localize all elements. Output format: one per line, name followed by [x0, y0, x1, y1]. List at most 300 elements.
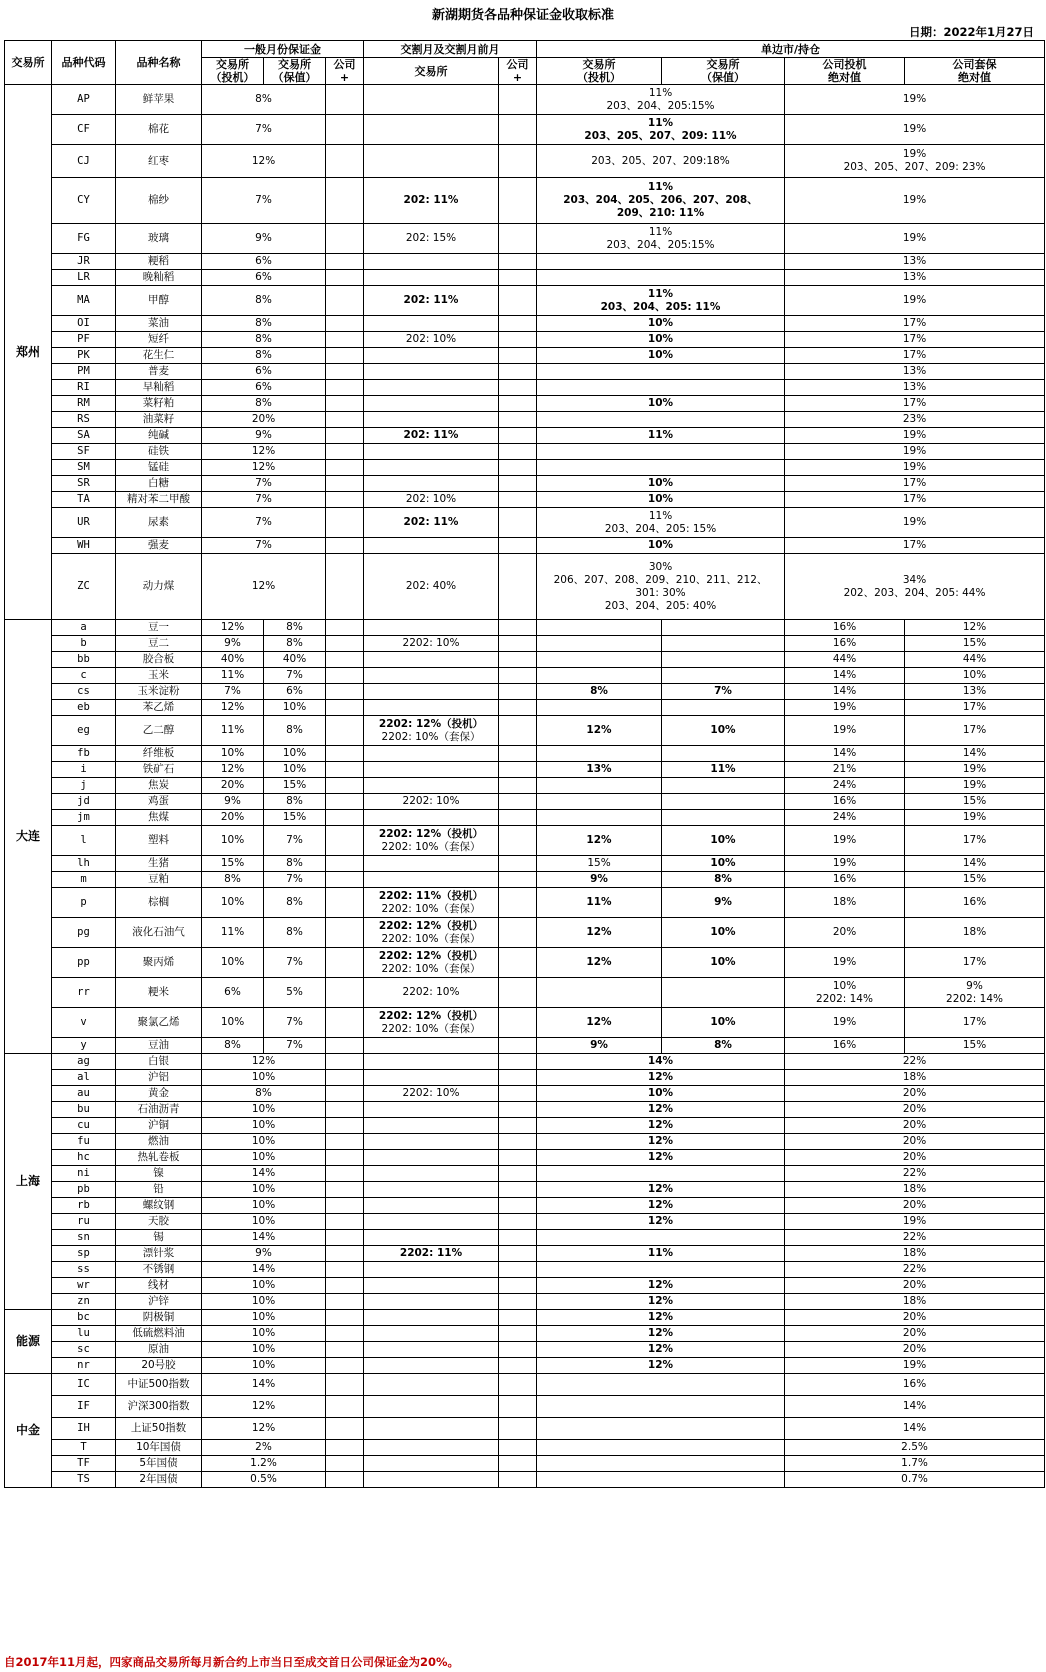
table-row	[5, 412, 1045, 428]
single-spec-cell	[537, 778, 662, 794]
delivery-company-plus-cell	[499, 85, 537, 115]
name-cell: 早籼稻	[116, 380, 202, 396]
single-spec-cell: 9%	[537, 872, 662, 888]
company-spec-cell: 16%	[785, 1038, 905, 1054]
single-hedge-cell: 10%	[662, 716, 785, 746]
single-side-cell	[537, 1396, 785, 1418]
company-plus-cell	[326, 888, 364, 918]
single-side-cell: 12%	[537, 1182, 785, 1198]
company-plus-cell	[326, 1054, 364, 1070]
name-cell: 线材	[116, 1278, 202, 1294]
single-hedge-cell	[662, 700, 785, 716]
name-cell: 鲜苹果	[116, 85, 202, 115]
company-plus-cell	[326, 1134, 364, 1150]
delivery-cell	[364, 1008, 499, 1038]
single-side-cell: 12%	[537, 1342, 785, 1358]
delivery-hedge: 2202: 10%（套保）	[381, 902, 481, 915]
company-margin-cell: 13%	[785, 270, 1045, 286]
name-cell: 铅	[116, 1182, 202, 1198]
company-margin-cell: 17%	[785, 348, 1045, 364]
sheet-date: 日期：2022年1月27日	[908, 25, 1034, 39]
single-side-cell	[537, 1262, 785, 1278]
delivery-company-plus-cell	[499, 1310, 537, 1326]
company-margin-cell: 19%	[785, 460, 1045, 476]
delivery-cell	[364, 145, 499, 178]
spec-margin-cell: 10%	[202, 948, 264, 978]
single-side-cell: 30% 206、207、208、209、210、211、212、 301: 30% 203、204、205: 40%	[537, 554, 785, 620]
company-plus-cell	[326, 396, 364, 412]
margin-table	[4, 40, 1045, 1488]
code-cell: ni	[52, 1166, 116, 1182]
single-hedge-cell: 9%	[662, 888, 785, 918]
delivery-hedge: 2202: 10%（套保）	[381, 962, 481, 975]
company-plus-cell	[326, 554, 364, 620]
spec-margin-cell: 10%	[202, 826, 264, 856]
company-plus-cell	[326, 1102, 364, 1118]
single-side-cell: 10%	[537, 332, 785, 348]
table-row	[5, 1230, 1045, 1246]
company-plus-cell	[326, 364, 364, 380]
single-spec-cell: 12%	[537, 918, 662, 948]
code-cell: LR	[52, 270, 116, 286]
company-margin-cell: 16%	[785, 1374, 1045, 1396]
hedge-margin-cell: 40%	[264, 652, 326, 668]
table-row	[5, 428, 1045, 444]
delivery-company-plus-cell	[499, 1456, 537, 1472]
delivery-company-plus-cell	[499, 1134, 537, 1150]
general-margin-cell: 10%	[202, 1310, 326, 1326]
delivery-company-plus-cell	[499, 1102, 537, 1118]
table-row	[5, 1198, 1045, 1214]
company-plus-cell	[326, 444, 364, 460]
delivery-cell	[364, 918, 499, 948]
hedge-margin-cell: 8%	[264, 918, 326, 948]
code-cell: T	[52, 1440, 116, 1456]
delivery-company-plus-cell	[499, 1038, 537, 1054]
general-margin-cell: 6%	[202, 364, 326, 380]
delivery-cell	[364, 1358, 499, 1374]
delivery-company-plus-cell	[499, 538, 537, 554]
code-cell: IC	[52, 1374, 116, 1396]
company-plus-cell	[326, 115, 364, 145]
name-cell: 低硫燃料油	[116, 1326, 202, 1342]
table-row	[5, 1008, 1045, 1038]
delivery-cell	[364, 1418, 499, 1440]
delivery-cell	[364, 1326, 499, 1342]
company-plus-cell	[326, 1418, 364, 1440]
single-spec-cell: 8%	[537, 684, 662, 700]
company-spec-cell: 14%	[785, 746, 905, 762]
company-plus-cell	[326, 428, 364, 444]
single-hedge-cell	[662, 620, 785, 636]
company-margin-cell: 20%	[785, 1326, 1045, 1342]
company-plus-cell	[326, 538, 364, 554]
company-hedge-cell: 17%	[905, 826, 1045, 856]
company-plus-cell	[326, 716, 364, 746]
company-margin-cell: 17%	[785, 476, 1045, 492]
name-cell: 苯乙烯	[116, 700, 202, 716]
code-cell: sp	[52, 1246, 116, 1262]
general-margin-cell: 10%	[202, 1102, 326, 1118]
company-margin-cell: 2.5%	[785, 1440, 1045, 1456]
delivery-cell	[364, 826, 499, 856]
name-cell: 生猪	[116, 856, 202, 872]
company-margin-cell: 19%	[785, 286, 1045, 316]
company-margin-cell: 22%	[785, 1262, 1045, 1278]
code-cell: nr	[52, 1358, 116, 1374]
delivery-company-plus-cell	[499, 1246, 537, 1262]
single-hedge-cell: 10%	[662, 948, 785, 978]
table-row	[5, 620, 1045, 636]
table-row	[5, 1374, 1045, 1396]
code-cell: RS	[52, 412, 116, 428]
table-row	[5, 948, 1045, 978]
general-margin-cell: 8%	[202, 286, 326, 316]
delivery-cell	[364, 460, 499, 476]
company-plus-cell	[326, 1472, 364, 1488]
name-cell: 20号胶	[116, 1358, 202, 1374]
company-margin-cell: 22%	[785, 1166, 1045, 1182]
company-plus-cell	[326, 1182, 364, 1198]
company-plus-cell	[326, 620, 364, 636]
single-spec-cell	[537, 700, 662, 716]
code-cell: bu	[52, 1102, 116, 1118]
single-side-cell	[537, 254, 785, 270]
table-row	[5, 1166, 1045, 1182]
table-row	[5, 1102, 1045, 1118]
company-plus-cell	[326, 826, 364, 856]
table-row	[5, 1134, 1045, 1150]
hedge-margin-cell: 8%	[264, 716, 326, 746]
name-cell: 粳稻	[116, 254, 202, 270]
company-margin-cell: 20%	[785, 1134, 1045, 1150]
name-cell: 鸡蛋	[116, 794, 202, 810]
name-cell: 纤维板	[116, 746, 202, 762]
hedge-margin-cell: 8%	[264, 636, 326, 652]
delivery-cell	[364, 1342, 499, 1358]
table-row	[5, 85, 1045, 115]
company-plus-cell	[326, 1440, 364, 1456]
company-margin-cell: 1.7%	[785, 1456, 1045, 1472]
company-margin-cell: 19%	[785, 1358, 1045, 1374]
company-margin-cell: 18%	[785, 1070, 1045, 1086]
header-ex-hedge: 交易所 （保值）	[264, 58, 326, 85]
company-plus-cell	[326, 762, 364, 778]
company-plus-cell	[326, 412, 364, 428]
delivery-company-plus-cell	[499, 492, 537, 508]
name-cell: 锰硅	[116, 460, 202, 476]
delivery-company-plus-cell	[499, 872, 537, 888]
general-margin-cell: 8%	[202, 396, 326, 412]
code-cell: OI	[52, 316, 116, 332]
single-side-cell	[537, 412, 785, 428]
delivery-company-plus-cell	[499, 224, 537, 254]
name-cell: 燃油	[116, 1134, 202, 1150]
general-margin-cell: 12%	[202, 1054, 326, 1070]
name-cell: 豆油	[116, 1038, 202, 1054]
table-row	[5, 492, 1045, 508]
delivery-cell	[364, 538, 499, 554]
company-plus-cell	[326, 948, 364, 978]
table-row	[5, 508, 1045, 538]
company-hedge-cell: 15%	[905, 636, 1045, 652]
name-cell: 沪铝	[116, 1070, 202, 1086]
hedge-margin-cell: 7%	[264, 668, 326, 684]
delivery-company-plus-cell	[499, 286, 537, 316]
company-margin-cell: 19%	[785, 85, 1045, 115]
code-cell: jm	[52, 810, 116, 826]
delivery-cell	[364, 1166, 499, 1182]
code-cell: TA	[52, 492, 116, 508]
single-side-cell: 12%	[537, 1294, 785, 1310]
table-row	[5, 978, 1045, 1008]
company-plus-cell	[326, 1230, 364, 1246]
company-plus-cell	[326, 810, 364, 826]
name-cell: 沪深300指数	[116, 1396, 202, 1418]
general-margin-cell: 10%	[202, 1182, 326, 1198]
delivery-cell	[364, 1294, 499, 1310]
company-plus-cell	[326, 85, 364, 115]
general-margin-cell: 12%	[202, 554, 326, 620]
code-cell: bc	[52, 1310, 116, 1326]
table-row	[5, 888, 1045, 918]
general-margin-cell: 9%	[202, 428, 326, 444]
name-cell: 甲醇	[116, 286, 202, 316]
general-margin-cell: 12%	[202, 460, 326, 476]
company-plus-cell	[326, 460, 364, 476]
company-hedge-cell: 13%	[905, 684, 1045, 700]
delivery-company-plus-cell	[499, 1418, 537, 1440]
single-side-cell: 10%	[537, 348, 785, 364]
company-plus-cell	[326, 1358, 364, 1374]
delivery-cell	[364, 1230, 499, 1246]
delivery-company-plus-cell	[499, 1326, 537, 1342]
single-hedge-cell: 10%	[662, 1008, 785, 1038]
code-cell: p	[52, 888, 116, 918]
spec-margin-cell: 12%	[202, 620, 264, 636]
table-row	[5, 652, 1045, 668]
exchange-cell: 郑州	[5, 85, 52, 620]
code-cell: PM	[52, 364, 116, 380]
header-company-spec: 公司投机 绝对值	[785, 58, 905, 85]
name-cell: 豆二	[116, 636, 202, 652]
single-side-cell: 11%	[537, 1246, 785, 1262]
code-cell: pp	[52, 948, 116, 978]
delivery-cell	[364, 778, 499, 794]
delivery-company-plus-cell	[499, 620, 537, 636]
single-side-cell	[537, 444, 785, 460]
name-cell: 白银	[116, 1054, 202, 1070]
header-ex-spec: 交易所 （投机）	[202, 58, 264, 85]
company-margin-cell: 18%	[785, 1246, 1045, 1262]
single-side-cell: 14%	[537, 1054, 785, 1070]
company-plus-cell	[326, 508, 364, 538]
table-row	[5, 348, 1045, 364]
delivery-cell: 202: 10%	[364, 492, 499, 508]
single-side-cell: 10%	[537, 316, 785, 332]
delivery-cell: 2202: 11%	[364, 1246, 499, 1262]
single-side-cell: 12%	[537, 1326, 785, 1342]
delivery-company-plus-cell	[499, 684, 537, 700]
general-margin-cell: 10%	[202, 1214, 326, 1230]
single-spec-cell	[537, 620, 662, 636]
single-hedge-cell: 7%	[662, 684, 785, 700]
company-plus-cell	[326, 1326, 364, 1342]
delivery-cell	[364, 1038, 499, 1054]
delivery-cell	[364, 716, 499, 746]
company-spec-cell: 19%	[785, 826, 905, 856]
general-margin-cell: 7%	[202, 476, 326, 492]
hedge-margin-cell: 8%	[264, 856, 326, 872]
name-cell: 热轧卷板	[116, 1150, 202, 1166]
table-row	[5, 332, 1045, 348]
company-plus-cell	[326, 1198, 364, 1214]
code-cell: m	[52, 872, 116, 888]
delivery-cell	[364, 1396, 499, 1418]
single-side-cell: 12%	[537, 1198, 785, 1214]
name-cell: 原油	[116, 1342, 202, 1358]
single-side-cell	[537, 1472, 785, 1488]
name-cell: 镍	[116, 1166, 202, 1182]
spec-margin-cell: 9%	[202, 636, 264, 652]
company-plus-cell	[326, 1008, 364, 1038]
delivery-cell	[364, 1070, 499, 1086]
single-spec-cell: 12%	[537, 1008, 662, 1038]
single-hedge-cell	[662, 636, 785, 652]
company-hedge-cell: 10%	[905, 668, 1045, 684]
delivery-company-plus-cell	[499, 1472, 537, 1488]
delivery-company-plus-cell	[499, 444, 537, 460]
delivery-company-plus-cell	[499, 636, 537, 652]
delivery-cell	[364, 1214, 499, 1230]
name-cell: 油菜籽	[116, 412, 202, 428]
company-margin-cell: 17%	[785, 316, 1045, 332]
company-plus-cell	[326, 1310, 364, 1326]
code-cell: SR	[52, 476, 116, 492]
code-cell: jd	[52, 794, 116, 810]
table-row	[5, 224, 1045, 254]
spec-margin-cell: 8%	[202, 872, 264, 888]
delivery-company-plus-cell	[499, 178, 537, 224]
general-margin-cell: 7%	[202, 492, 326, 508]
single-side-cell	[537, 270, 785, 286]
general-margin-cell: 8%	[202, 348, 326, 364]
header-exchange: 交易所	[5, 41, 52, 85]
spec-margin-cell: 10%	[202, 1008, 264, 1038]
company-spec-cell: 16%	[785, 872, 905, 888]
company-plus-cell	[326, 316, 364, 332]
name-cell: 乙二醇	[116, 716, 202, 746]
exchange-cell: 中金	[5, 1374, 52, 1488]
table-row	[5, 684, 1045, 700]
company-margin-cell: 13%	[785, 380, 1045, 396]
company-plus-cell	[326, 1038, 364, 1054]
delivery-company-plus-cell	[499, 1278, 537, 1294]
table-row	[5, 1070, 1045, 1086]
company-margin-cell: 19%	[785, 115, 1045, 145]
single-side-cell: 12%	[537, 1102, 785, 1118]
name-cell: 10年国债	[116, 1440, 202, 1456]
delivery-cell	[364, 700, 499, 716]
name-cell: 玉米淀粉	[116, 684, 202, 700]
delivery-company-plus-cell	[499, 762, 537, 778]
single-side-cell: 12%	[537, 1134, 785, 1150]
code-cell: ru	[52, 1214, 116, 1230]
delivery-cell	[364, 652, 499, 668]
name-cell: 中证500指数	[116, 1374, 202, 1396]
table-row	[5, 778, 1045, 794]
delivery-company-plus-cell	[499, 810, 537, 826]
single-spec-cell: 13%	[537, 762, 662, 778]
table-row	[5, 380, 1045, 396]
single-hedge-cell: 10%	[662, 856, 785, 872]
company-plus-cell	[326, 1150, 364, 1166]
company-margin-cell: 18%	[785, 1294, 1045, 1310]
name-cell: 尿素	[116, 508, 202, 538]
table-row	[5, 1326, 1045, 1342]
delivery-spec: 2202: 12%（投机）	[378, 827, 484, 840]
table-row	[5, 826, 1045, 856]
company-hedge-cell: 17%	[905, 1008, 1045, 1038]
company-hedge-cell: 17%	[905, 716, 1045, 746]
delivery-cell	[364, 270, 499, 286]
general-margin-cell: 9%	[202, 1246, 326, 1262]
name-cell: 沪锌	[116, 1294, 202, 1310]
company-spec-cell: 14%	[785, 668, 905, 684]
delivery-cell	[364, 810, 499, 826]
delivery-company-plus-cell	[499, 1070, 537, 1086]
spec-margin-cell: 8%	[202, 1038, 264, 1054]
company-plus-cell	[326, 1118, 364, 1134]
delivery-company-plus-cell	[499, 1166, 537, 1182]
delivery-company-plus-cell	[499, 1086, 537, 1102]
general-margin-cell: 14%	[202, 1230, 326, 1246]
company-hedge-cell: 12%	[905, 620, 1045, 636]
single-hedge-cell	[662, 794, 785, 810]
table-row	[5, 270, 1045, 286]
general-margin-cell: 14%	[202, 1262, 326, 1278]
single-hedge-cell	[662, 746, 785, 762]
company-spec-cell: 16%	[785, 636, 905, 652]
hedge-margin-cell: 10%	[264, 762, 326, 778]
delivery-cell	[364, 1278, 499, 1294]
delivery-company-plus-cell	[499, 888, 537, 918]
table-row	[5, 1440, 1045, 1456]
single-side-cell: 203、205、207、209:18%	[537, 145, 785, 178]
hedge-margin-cell: 6%	[264, 684, 326, 700]
delivery-cell	[364, 746, 499, 762]
table-row	[5, 444, 1045, 460]
single-spec-cell: 9%	[537, 1038, 662, 1054]
delivery-cell: 202: 15%	[364, 224, 499, 254]
single-side-cell	[537, 460, 785, 476]
single-side-cell	[537, 1456, 785, 1472]
exchange-cell: 能源	[5, 1310, 52, 1374]
name-cell: 豆粕	[116, 872, 202, 888]
code-cell: AP	[52, 85, 116, 115]
code-cell: TF	[52, 1456, 116, 1472]
header-name: 品种名称	[116, 41, 202, 85]
single-side-cell: 11%	[537, 428, 785, 444]
delivery-cell	[364, 1182, 499, 1198]
spec-margin-cell: 11%	[202, 918, 264, 948]
name-cell: 2年国债	[116, 1472, 202, 1488]
code-cell: eg	[52, 716, 116, 746]
delivery-cell: 2202: 10%	[364, 978, 499, 1008]
hedge-margin-cell: 7%	[264, 826, 326, 856]
general-margin-cell: 2%	[202, 1440, 326, 1456]
delivery-company-plus-cell	[499, 1054, 537, 1070]
